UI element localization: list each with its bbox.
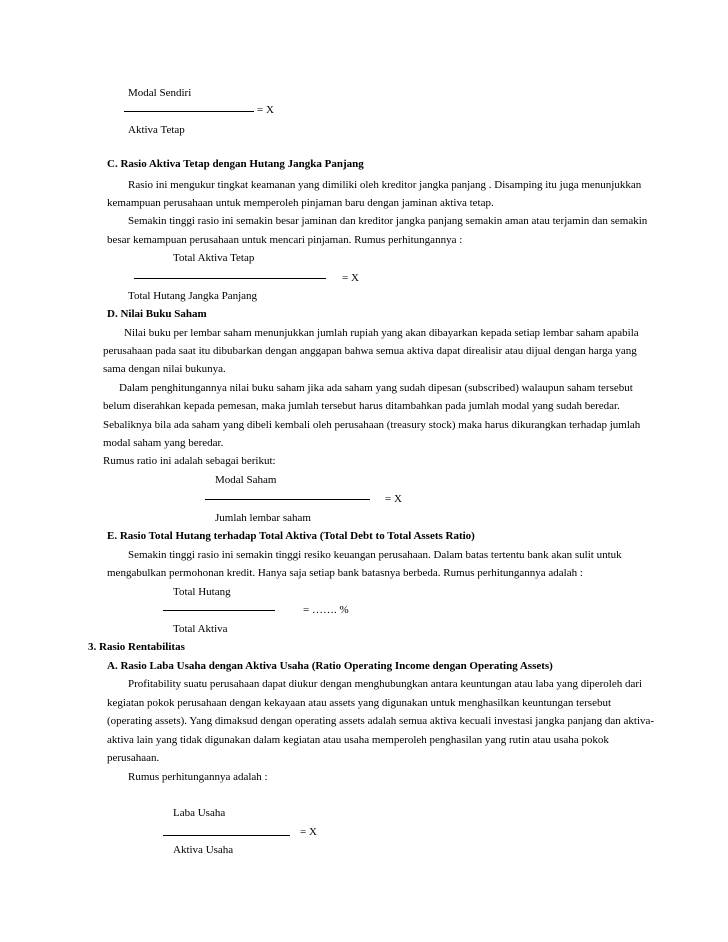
formula-numerator: Total Aktiva Tetap — [173, 252, 255, 264]
paragraph-line: Nilai buku per lembar saham menunjukkan jumlah rupiah yang akan dibayarkan kepada setiap lembar saham apabila — [124, 327, 639, 339]
paragraph-line: Profitability suatu perusahaan dapat diukur dengan menghubungkan antara keuntungan atau laba yang diperoleh dari — [128, 678, 643, 690]
paragraph-line: kegiatan pokok perusahaan dengan kekayaan atau assets yang digunakan untuk menghasilkan keuntungan tersebut — [107, 697, 612, 709]
formula-numerator: Laba Usaha — [173, 807, 226, 819]
formula-equals: = X — [300, 826, 317, 838]
section-heading: E. Rasio Total Hutang terhadap Total Aktiva (Total Debt to Total Assets Ratio) — [107, 530, 475, 542]
paragraph-line: perusahaan. — [107, 752, 160, 764]
paragraph-line: Semakin tinggi rasio ini semakin besar jaminan dan kreditor jangka panjang semakin aman atau terjamin dan semakin — [128, 215, 648, 227]
formula-numerator: Total Hutang — [173, 586, 231, 598]
paragraph-line: mengabulkan permohonan kredit. Hanya saja setiap bank batasnya berbeda. Rumus perhitungannya adalah : — [107, 567, 583, 579]
fraction-line — [205, 499, 370, 500]
section-heading: C. Rasio Aktiva Tetap dengan Hutang Jangka Panjang — [107, 158, 364, 170]
formula-numerator: Modal Saham — [215, 474, 277, 486]
paragraph-line: belum diserahkan kepada pemesan, maka jumlah tersebut harus ditambahkan pada jumlah modal yang sudah beredar. — [103, 400, 620, 412]
formula-denominator: Aktiva Tetap — [128, 124, 185, 136]
fraction-line — [124, 111, 254, 112]
formula-equals: = X — [257, 104, 274, 116]
paragraph-line: (operating assets). Yang dimaksud dengan operating assets adalah semua aktiva kecuali investasi jangka panjang dan aktiva- — [107, 715, 655, 727]
section-title — [88, 641, 185, 654]
formula-denominator: Aktiva Usaha — [173, 844, 234, 856]
formula-numerator: Modal Sendiri — [128, 87, 192, 99]
paragraph-line: Dalam penghitungannya nilai buku saham jika ada saham yang sudah dipesan (subscribed) walaupun saham tersebut — [119, 382, 633, 394]
formula-denominator: Total Aktiva — [173, 623, 228, 635]
paragraph-line: perusahaan pada saat itu dibubarkan dengan anggapan bahwa semua aktiva dapat direalisir atau dijual dengan harga yang — [103, 345, 637, 357]
paragraph-line: besar kemampuan perusahaan untuk mencari pinjaman. Rumus perhitungannya : — [107, 234, 463, 246]
section-title-text: . Rasio Rentabilitas — [93, 641, 185, 653]
section-heading: A. Rasio Laba Usaha dengan Aktiva Usaha (Ratio Operating Income dengan Operating Assets) — [107, 660, 553, 672]
fraction-line — [163, 835, 290, 836]
paragraph-line: Rumus ratio ini adalah sebagai berikut: — [103, 455, 276, 467]
paragraph-line: modal saham yang beredar. — [103, 437, 224, 449]
formula-denominator: Jumlah lembar saham — [215, 512, 311, 524]
section-number: 3 — [88, 641, 94, 653]
paragraph-line: sama dengan nilai bukunya. — [103, 363, 226, 375]
paragraph-line: Semakin tinggi rasio ini semakin tinggi resiko keuangan perusahaan. Dalam batas tertentu bank akan sulit untuk — [128, 549, 622, 561]
paragraph-line: kemampuan perusahaan untuk memperoleh pinjaman baru dengan jaminan aktiva tetap. — [107, 197, 494, 209]
formula-equals: = X — [342, 272, 359, 284]
paragraph-line: Rumus perhitungannya adalah : — [128, 771, 268, 783]
section-heading: D. Nilai Buku Saham — [107, 308, 207, 320]
paragraph-line: Rasio ini mengukur tingkat keamanan yang dimiliki oleh kreditor jangka panjang . Disamping itu juga menunjukkan — [128, 179, 642, 191]
formula-equals: = X — [385, 493, 402, 505]
formula-denominator: Total Hutang Jangka Panjang — [128, 290, 258, 302]
paragraph-line: Sebaliknya bila ada saham yang dibeli kembali oleh perusahaan (treasury stock) maka harus dikurangkan terhadap jumlah — [103, 419, 641, 431]
fraction-line — [134, 278, 326, 279]
formula-equals: = ……. % — [303, 604, 349, 616]
paragraph-line: aktiva lain yang tidak digunakan dalam kegiatan atau usaha memperoleh penghasilan yang rutin atau usaha pokok — [107, 734, 609, 746]
fraction-line — [163, 610, 275, 611]
